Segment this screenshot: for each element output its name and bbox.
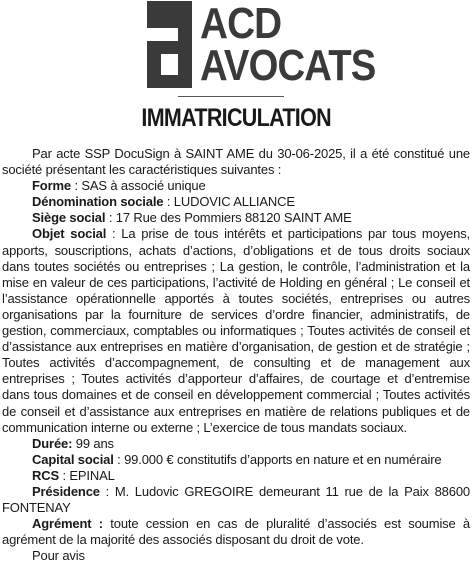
field-denomination: Dénomination sociale : LUDOVIC ALLIANCE — [32, 194, 295, 210]
notice-title: IMMATRICULATION — [141, 104, 332, 132]
field-agrement: Agrément : toute cession en cas de pluralité d’associés est soumise à agrément de la majorité des associés disposant du droit de vote. — [2, 516, 470, 548]
field-siege: Siège social : 17 Rue des Pommiers 88120 SAINT AME — [32, 210, 352, 226]
field-rcs: RCS : EPINAL — [32, 467, 115, 483]
acd-avocats-logo — [143, 0, 376, 91]
intro-paragraph: Par acte SSP DocuSign à SAINT AME du 30-06-2025, il a été constitué une société présentant les caractéristiques suivantes : — [2, 146, 470, 178]
field-objet: Objet social : La prise de tous intérêts et participations par tous moyens, apports, souscriptions, achats d’actions, d’obligations et de tous droits sociaux dans toutes sociétés ou entreprises ; La gestion, le contrôle, l’administration et la mise en valeur de ces participations, l’activité de Holding en général ; Le conseil et l’assistance opérationnelle apportés à toutes sociétés, entreprises ou autres organisations par la fourniture de services d’ordre financier, administratifs, de gestion, commerciaux, comptables ou informatiques ; Toutes activités de conseil et d’assistance aux entreprises en matière d’organisation, de gestion et de stratégie ; Toutes activités d’accompagnement, de consulting et de management aux entreprises ; Toutes activités d’apporteur d’affaires, de courtage et d’entremise dans tous domaines et de conseil en développement commercial ; Toutes activités de conseil et d’assistance aux entreprises en matière de relations publiques et de communication interne ou externe ; L’exercice de tous mandats sociaux. — [2, 226, 471, 435]
field-duree: Durée: 99 ans — [32, 435, 114, 451]
closing-text: Pour avis — [32, 548, 85, 564]
field-presidence: Présidence : M. Ludovic GREGOIRE demeurant 11 rue de la Paix 88600 FONTENAY — [2, 483, 470, 516]
field-forme: Forme : SAS à associé unique — [32, 178, 206, 194]
logo-text-avocats: AVOCATS — [200, 41, 376, 90]
logo-text-acd: ACD — [200, 0, 282, 48]
logo-a-mark-icon — [143, 1, 196, 88]
notice-body — [2, 146, 470, 564]
logo-divider — [178, 96, 284, 97]
field-capital: Capital social : 99.000 € constitutifs d’apports en nature et en numéraire — [32, 451, 442, 467]
